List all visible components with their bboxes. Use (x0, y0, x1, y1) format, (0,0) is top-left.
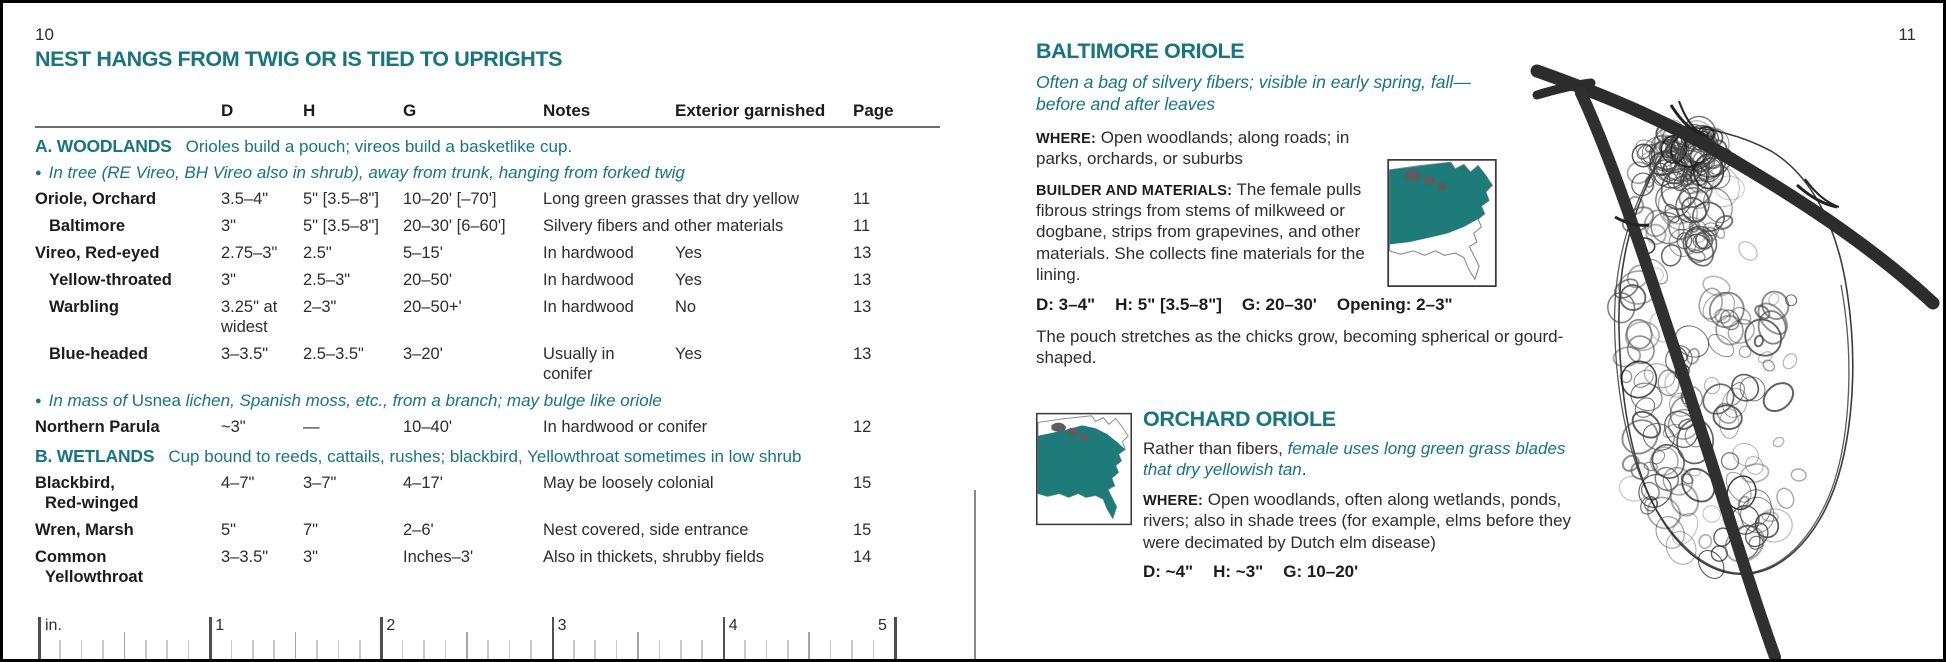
ruler-tick (359, 640, 361, 661)
cell-species-line1: Common (35, 548, 107, 566)
cell-exterior: Yes (675, 244, 702, 262)
cell-h: 2.5" (303, 244, 332, 262)
section-a-desc: Orioles build a pouch; vireos build a basketlike cup. (185, 137, 573, 156)
ruler-label: 1 (215, 617, 225, 634)
ruler-label: 4 (728, 617, 738, 634)
dim-h: H: ~3" (1213, 562, 1264, 582)
baltimore-subtitle-line2: before and after leaves (1036, 94, 1216, 115)
cell-species: Yellow-throated (49, 271, 172, 289)
page-left (3, 3, 976, 659)
cell-page: 13 (853, 244, 872, 262)
ruler-tick (744, 640, 746, 661)
cell-page: 14 (853, 548, 872, 566)
cell-species: Baltimore (49, 217, 126, 235)
ruler-tick (616, 640, 618, 661)
cell-notes: Silvery fibers and other materials (543, 217, 784, 235)
cell-page: 15 (853, 521, 872, 539)
cell-g: 10–20' [–70'] (403, 190, 497, 208)
dim-d: D: 3–4" (1036, 294, 1096, 314)
dim-opening: Opening: 2–3" (1336, 294, 1453, 314)
cell-h: — (303, 418, 320, 436)
ruler-tick (830, 640, 832, 661)
ruler-label: 2 (386, 617, 396, 634)
page-right (976, 3, 1946, 659)
dim-h: H: 5" [3.5–8"] (1115, 294, 1222, 314)
baltimore-note: The pouch stretches as the chicks grow, becoming spherical or gourd-shaped. (1036, 326, 1564, 368)
ruler-tick (166, 640, 168, 661)
section-b-header (35, 446, 940, 467)
cell-notes: Also in thickets, shrubby fields (543, 548, 765, 566)
col-g: G (403, 101, 417, 120)
ruler-tick (530, 640, 532, 661)
ruler-tick (273, 640, 275, 661)
orchard-intro-end: . (1301, 460, 1307, 480)
ruler-tick (252, 640, 254, 661)
bullet-usnea-pre: In mass of (48, 391, 132, 410)
ruler-tick (38, 617, 41, 661)
baltimore-builder (1036, 179, 1370, 286)
table-header-row (35, 101, 940, 128)
table-row (35, 473, 940, 513)
cell-h: 3–7" (303, 474, 337, 492)
ruler-tick (231, 640, 233, 661)
cell-d: ~3" (221, 418, 246, 436)
ruler-tick (873, 640, 875, 661)
cell-species (35, 547, 221, 587)
cell-d: 3.5–4" (221, 190, 269, 208)
nest-illustration (1529, 9, 1946, 659)
orchard-title: ORCHARD ORIOLE (1143, 407, 1336, 431)
where-text: Open woodlands, often along wetlands, ponds, rivers; also in shade trees (for example, elms before they were decimated by Dutch elm disease) (1143, 489, 1572, 552)
cell-page: 13 (853, 298, 872, 316)
ruler-tick (59, 640, 61, 661)
builder-text: The female pulls fibrous strings from stems of milkweed or dogbane, strips from grapevines, and other materials. She collects fine materials for the lining. (1036, 179, 1365, 285)
cell-exterior: Yes (675, 271, 702, 289)
cell-exterior (675, 417, 853, 437)
cell-h: 2–3" (303, 298, 337, 316)
ruler-tick (701, 640, 703, 661)
cell-page: 11 (853, 190, 871, 208)
ruler-tick (402, 640, 404, 661)
cell-d: 4–7" (221, 474, 255, 492)
cell-g: 20–30' [6–60'] (403, 217, 506, 235)
table-row (35, 297, 940, 337)
baltimore-subtitle (1036, 71, 1596, 116)
ruler-tick (466, 632, 468, 661)
cell-d: 3" (221, 217, 237, 235)
ruler-tick (680, 640, 682, 661)
ruler-tick (380, 617, 383, 661)
ruler-tick (851, 640, 853, 661)
ruler-tick (594, 640, 596, 661)
cell-species: Blue-headed (49, 345, 149, 363)
cell-d: 3–3.5" (221, 548, 269, 566)
cell-species: Wren, Marsh (35, 521, 134, 539)
ruler-tick (423, 640, 425, 661)
cell-d: 2.75–3" (221, 244, 278, 262)
where-label: WHERE: (1036, 130, 1097, 147)
ruler-tick (509, 640, 511, 661)
table-row (35, 344, 940, 384)
col-h: H (303, 101, 316, 120)
page-title: NEST HANGS FROM TWIG OR IS TIED TO UPRIGHTS (35, 47, 563, 71)
table-row (35, 547, 940, 587)
section-b-desc: Cup bound to reeds, cattails, rushes; blackbird, Yellowthroat sometimes in low shrub (168, 447, 802, 466)
table-row (35, 520, 940, 540)
builder-label: BUILDER AND MATERIALS: (1036, 182, 1233, 199)
ruler-tick (487, 640, 489, 661)
ruler-tick (659, 640, 661, 661)
ruler-tick (209, 617, 212, 661)
cell-d: 3" (221, 271, 237, 289)
cell-notes: May be loosely colonial (543, 474, 714, 492)
ruler-label: in. (45, 617, 62, 634)
baltimore-dimensions (1036, 295, 1596, 315)
cell-notes: In hardwood (543, 271, 634, 289)
nest-table (35, 101, 940, 594)
cell-species: Warbling (49, 298, 119, 316)
bullet-in-tree (35, 163, 940, 183)
ruler-tick (188, 640, 190, 661)
cell-g: 2–6' (403, 521, 434, 539)
ruler-tick (894, 617, 897, 661)
table-row (35, 189, 940, 209)
ruler-tick (145, 640, 147, 661)
cell-exterior (675, 520, 853, 540)
cell-h: 2.5–3" (303, 271, 351, 289)
cell-g: 20–50+' (403, 298, 462, 316)
table-row (35, 243, 940, 263)
bullet-dot-icon: ● (35, 395, 42, 407)
cell-page: 13 (853, 271, 872, 289)
table-row (35, 216, 940, 236)
ruler-tick (338, 640, 340, 661)
inch-ruler (35, 615, 940, 661)
baltimore-where (1036, 127, 1370, 170)
col-page: Page (853, 101, 894, 120)
cell-exterior (675, 216, 853, 236)
section-a-header (35, 136, 940, 157)
cell-g: 20–50' (403, 271, 453, 289)
bullet-usnea-genus: Usnea (131, 391, 181, 410)
cell-species-line2: Red-winged (45, 494, 139, 512)
cell-exterior (675, 547, 853, 587)
orchard-where (1143, 489, 1588, 553)
cell-d: 3.25" at widest (221, 298, 278, 336)
ruler-label: 3 (557, 617, 567, 634)
cell-h: 5" [3.5–8"] (303, 217, 379, 235)
cell-notes: In hardwood or conifer (543, 418, 708, 436)
ruler-tick (573, 640, 575, 661)
cell-species: Northern Parula (35, 418, 160, 436)
bullet-in-tree-text: In tree (RE Vireo, BH Vireo also in shrub), away from trunk, hanging from forked twig (48, 163, 685, 182)
cell-d: 3–3.5" (221, 345, 269, 363)
table-row (35, 417, 940, 437)
cell-notes: Long green grasses that dry yellow (543, 190, 799, 208)
bullet-usnea (35, 391, 940, 411)
orchard-dimensions (1143, 562, 1595, 582)
col-exterior-garnished: Exterior garnished (675, 101, 826, 120)
dim-g: G: 20–30' (1241, 294, 1317, 314)
dim-d: D: ~4" (1143, 562, 1194, 582)
cell-page: 11 (853, 217, 871, 235)
cell-species-line2: Yellowthroat (45, 568, 144, 586)
cell-notes: In hardwood (543, 298, 634, 316)
range-map-baltimore (1387, 159, 1497, 287)
baltimore-oriole-section (1036, 39, 1596, 377)
cell-d: 5" (221, 521, 237, 539)
cell-exterior (675, 189, 853, 209)
col-notes: Notes (543, 101, 591, 120)
bullet-dot-icon: ● (35, 167, 42, 179)
table-row (35, 270, 940, 290)
cell-exterior: No (675, 298, 697, 316)
cell-g: 3–20' (403, 345, 443, 363)
orchard-intro-italic: female uses long green grass blades that dry yellowish tan (1143, 439, 1566, 480)
cell-exterior: Yes (675, 345, 702, 363)
cell-exterior (675, 473, 853, 513)
cell-page: 12 (853, 418, 872, 436)
cell-page: 15 (853, 474, 872, 492)
cell-h: 2.5–3.5" (303, 345, 364, 363)
section-b-label: B. WETLANDS (35, 446, 155, 466)
orchard-intro-plain: Rather than fibers, (1143, 439, 1288, 458)
orchard-oriole-section (1143, 407, 1595, 593)
col-species (35, 101, 221, 121)
cell-g: 4–17' (403, 474, 443, 492)
section-a-label: A. WOODLANDS (35, 136, 172, 156)
ruler-tick (637, 632, 639, 661)
ruler-tick (766, 640, 768, 661)
dim-g: G: 10–20' (1283, 562, 1359, 582)
ruler-tick (316, 640, 318, 661)
baltimore-title: BALTIMORE ORIOLE (1036, 39, 1245, 63)
ruler-tick (295, 632, 297, 661)
ruler-tick (787, 640, 789, 661)
ruler-tick (124, 632, 126, 661)
ruler-tick (102, 640, 104, 661)
ruler-tick (81, 640, 83, 661)
ruler-tick (808, 632, 810, 661)
orchard-intro (1143, 438, 1595, 481)
page-number-right: 11 (1898, 25, 1916, 44)
cell-species (35, 473, 221, 513)
ruler-label: 5 (878, 617, 887, 634)
baltimore-subtitle-line1: Often a bag of silvery fibers; visible in early spring, fall— (1036, 72, 1471, 92)
cell-species: Oriole, Orchard (35, 190, 157, 208)
cell-g: Inches–3' (403, 548, 474, 566)
col-d: D (221, 101, 234, 120)
bullet-usnea-post: lichen, Spanish moss, etc., from a branch; may bulge like oriole (180, 391, 662, 410)
range-map-orchard (1036, 409, 1132, 529)
cell-notes: In hardwood (543, 244, 634, 262)
cell-g: 10–40' (403, 418, 453, 436)
ruler-tick (445, 640, 447, 661)
cell-species-line1: Blackbird, (35, 474, 115, 492)
cell-h: 7" (303, 521, 319, 539)
cell-h: 3" (303, 548, 319, 566)
cell-notes: Nest covered, side entrance (543, 521, 749, 539)
ruler-tick (723, 617, 726, 661)
where-label: WHERE: (1143, 492, 1204, 509)
cell-notes: Usually in conifer (543, 345, 615, 383)
cell-page: 13 (853, 345, 872, 363)
ruler-tick (552, 617, 555, 661)
page-number-left: 10 (35, 25, 54, 44)
cell-species: Vireo, Red-eyed (35, 244, 160, 262)
cell-h: 5" [3.5–8"] (303, 190, 379, 208)
where-text: Open woodlands; along roads; in parks, orchards, or suburbs (1036, 127, 1350, 169)
cell-g: 5–15' (403, 244, 443, 262)
